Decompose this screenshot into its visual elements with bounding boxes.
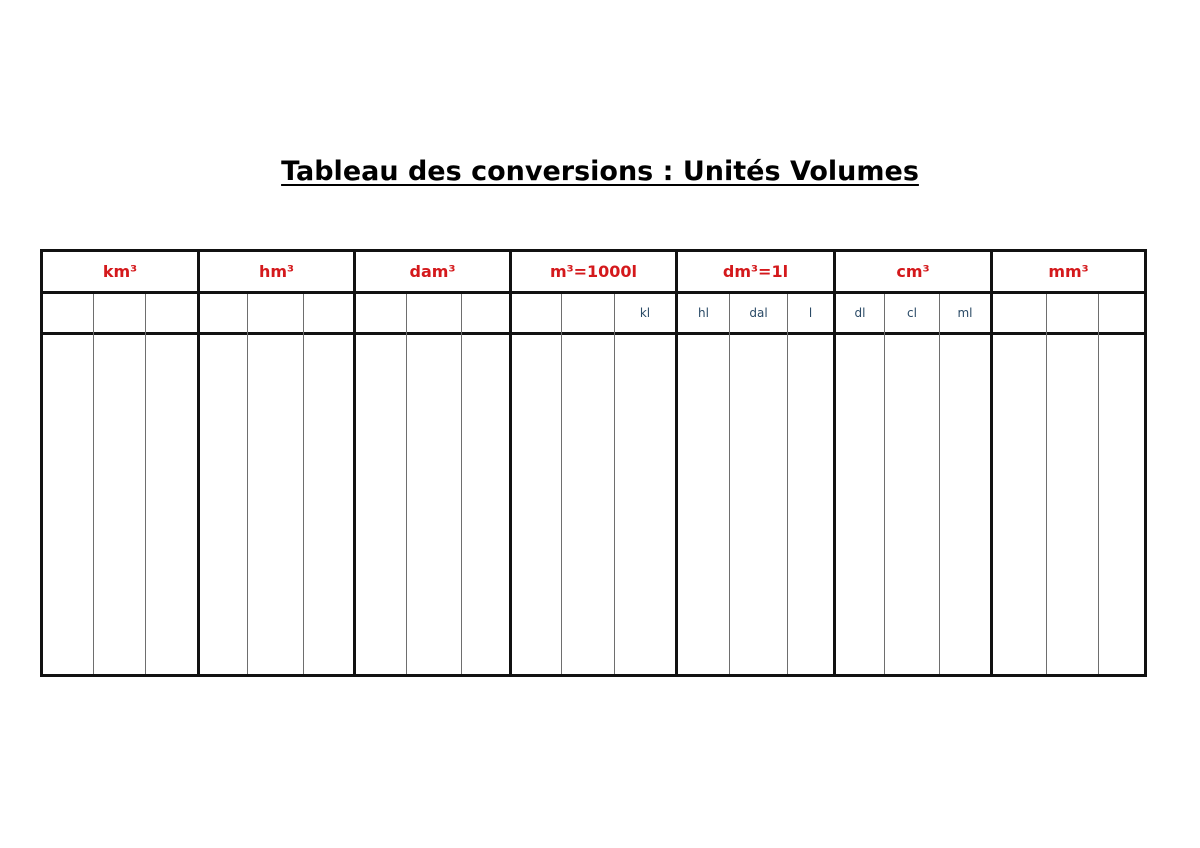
unit-column [304, 294, 353, 674]
unit-columns-dm3 [678, 294, 833, 674]
unit-columns-m3 [512, 294, 675, 674]
unit-header-mm3: mm³ [993, 252, 1144, 294]
sub-unit-label: ml [940, 294, 990, 335]
entry-cell [512, 335, 561, 674]
sub-unit-label [512, 294, 561, 335]
unit-column [407, 294, 462, 674]
sub-unit-label: hl [678, 294, 729, 335]
entry-cell [356, 335, 406, 674]
entry-cell [615, 335, 675, 674]
entry-cell [788, 335, 833, 674]
unit-column [200, 294, 248, 674]
unit-column [615, 294, 675, 674]
unit-column [788, 294, 833, 674]
unit-column [1047, 294, 1099, 674]
entry-cell [940, 335, 990, 674]
conversion-table [40, 249, 1147, 677]
unit-column [43, 294, 94, 674]
sub-unit-label [248, 294, 303, 335]
unit-group-km3 [43, 252, 200, 674]
sub-unit-label [304, 294, 353, 335]
sub-unit-label [1047, 294, 1098, 335]
unit-columns-mm3 [993, 294, 1144, 674]
unit-column [94, 294, 146, 674]
unit-column [730, 294, 788, 674]
unit-group-cm3 [836, 252, 993, 674]
unit-column [146, 294, 197, 674]
sub-unit-label [1099, 294, 1144, 335]
unit-header-m3: m³=1000l [512, 252, 675, 294]
entry-cell [836, 335, 884, 674]
sub-unit-label [146, 294, 197, 335]
entry-cell [304, 335, 353, 674]
entry-cell [146, 335, 197, 674]
sub-unit-label [993, 294, 1046, 335]
sub-unit-label [200, 294, 247, 335]
sub-unit-label [43, 294, 93, 335]
sub-unit-label [407, 294, 461, 335]
entry-cell [1099, 335, 1144, 674]
entry-cell [562, 335, 614, 674]
entry-cell [993, 335, 1046, 674]
unit-columns-km3 [43, 294, 197, 674]
unit-header-cm3: cm³ [836, 252, 990, 294]
entry-cell [43, 335, 93, 674]
sub-unit-label [356, 294, 406, 335]
sub-unit-label [562, 294, 614, 335]
sub-unit-label: dl [836, 294, 884, 335]
entry-cell [1047, 335, 1098, 674]
unit-columns-hm3 [200, 294, 353, 674]
unit-column [512, 294, 562, 674]
unit-group-hm3 [200, 252, 356, 674]
unit-column [885, 294, 940, 674]
sub-unit-label: kl [615, 294, 675, 335]
sub-unit-label: cl [885, 294, 939, 335]
unit-header-dm3: dm³=1l [678, 252, 833, 294]
unit-column [940, 294, 990, 674]
unit-group-dam3 [356, 252, 512, 674]
entry-cell [248, 335, 303, 674]
sub-unit-label [94, 294, 145, 335]
unit-column [1099, 294, 1144, 674]
entry-cell [885, 335, 939, 674]
entry-cell [730, 335, 787, 674]
entry-cell [200, 335, 247, 674]
unit-group-dm3 [678, 252, 836, 674]
entry-cell [462, 335, 509, 674]
unit-header-dam3: dam³ [356, 252, 509, 294]
unit-column [836, 294, 885, 674]
entry-cell [678, 335, 729, 674]
unit-column [462, 294, 509, 674]
sub-unit-label: l [788, 294, 833, 335]
unit-columns-cm3 [836, 294, 990, 674]
unit-group-mm3 [993, 252, 1144, 674]
entry-cell [94, 335, 145, 674]
unit-group-m3 [512, 252, 678, 674]
entry-cell [407, 335, 461, 674]
unit-column [993, 294, 1047, 674]
unit-header-hm3: hm³ [200, 252, 353, 294]
unit-column [562, 294, 615, 674]
unit-column [248, 294, 304, 674]
page-title-text: Tableau des conversions : Unités Volumes [281, 156, 919, 187]
page-title [0, 154, 1200, 190]
unit-header-km3: km³ [43, 252, 197, 294]
unit-column [678, 294, 730, 674]
sub-unit-label: dal [730, 294, 787, 335]
sub-unit-label [462, 294, 509, 335]
unit-columns-dam3 [356, 294, 509, 674]
unit-column [356, 294, 407, 674]
